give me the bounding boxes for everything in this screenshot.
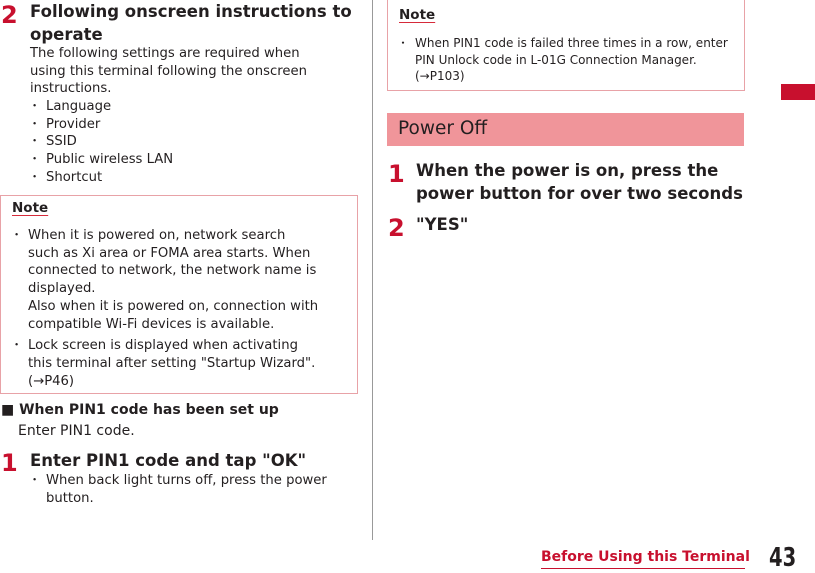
section-title: Power Off: [398, 118, 488, 139]
list-item: ・ Public wireless LAN: [30, 151, 173, 169]
step-1-number: 1: [388, 160, 405, 188]
footer-underline: [541, 568, 745, 569]
list-item: ・ SSID: [30, 133, 173, 151]
pin-step-title: Enter PIN1 code and tap "OK": [30, 451, 307, 470]
list-item: ・ Provider: [30, 116, 173, 134]
step-2-description: The following settings are required when using this terminal following the onscreen instructions.: [30, 46, 307, 97]
step-1-number: 1: [1, 449, 18, 477]
list-item: ・ Language: [30, 98, 173, 116]
note-title: Note: [399, 7, 436, 23]
pin-step-note: [30, 472, 327, 507]
power-off-step-2: "YES": [416, 215, 469, 234]
section-band: [387, 113, 744, 146]
step-2-title: Following onscreen instructions to operate: [30, 2, 352, 44]
step-2-number: 2: [1, 1, 18, 29]
list-item: ・ When back light turns off, press the power button.: [30, 472, 327, 507]
page-number: 43: [769, 543, 797, 573]
step-2-number: 2: [388, 214, 405, 242]
list-item: ・ When it is powered on, network search such as Xi area or FOMA area starts. When connected to network, the network name is displayed. Also when it is powered on, connection with compatible Wi-Fi devices is available.: [12, 227, 352, 333]
list-item: ・ When PIN1 code is failed three times in a row, enter PIN Unlock code in L-01G Connection Manager. (→P103): [399, 35, 739, 85]
note-bullets: [399, 35, 739, 85]
note-bullets: [12, 227, 352, 390]
list-item: ・ Shortcut: [30, 169, 173, 187]
column-divider: [372, 0, 373, 540]
pin-instruction: Enter PIN1 code.: [18, 423, 135, 439]
list-item: ・ Lock screen is displayed when activating this terminal after setting "Startup Wizard". (→P46): [12, 337, 352, 390]
section-tab: [781, 84, 815, 100]
note-box-right: [387, 0, 745, 91]
note-box-left: [0, 195, 358, 394]
pin-heading: ■ When PIN1 code has been set up: [1, 402, 279, 418]
settings-list: [30, 98, 173, 187]
power-off-step-1: When the power is on, press the power button for over two seconds: [416, 161, 743, 203]
square-bullet-icon: ■: [1, 402, 15, 418]
footer-section-name: Before Using this Terminal: [541, 549, 750, 565]
note-title: Note: [12, 200, 49, 216]
